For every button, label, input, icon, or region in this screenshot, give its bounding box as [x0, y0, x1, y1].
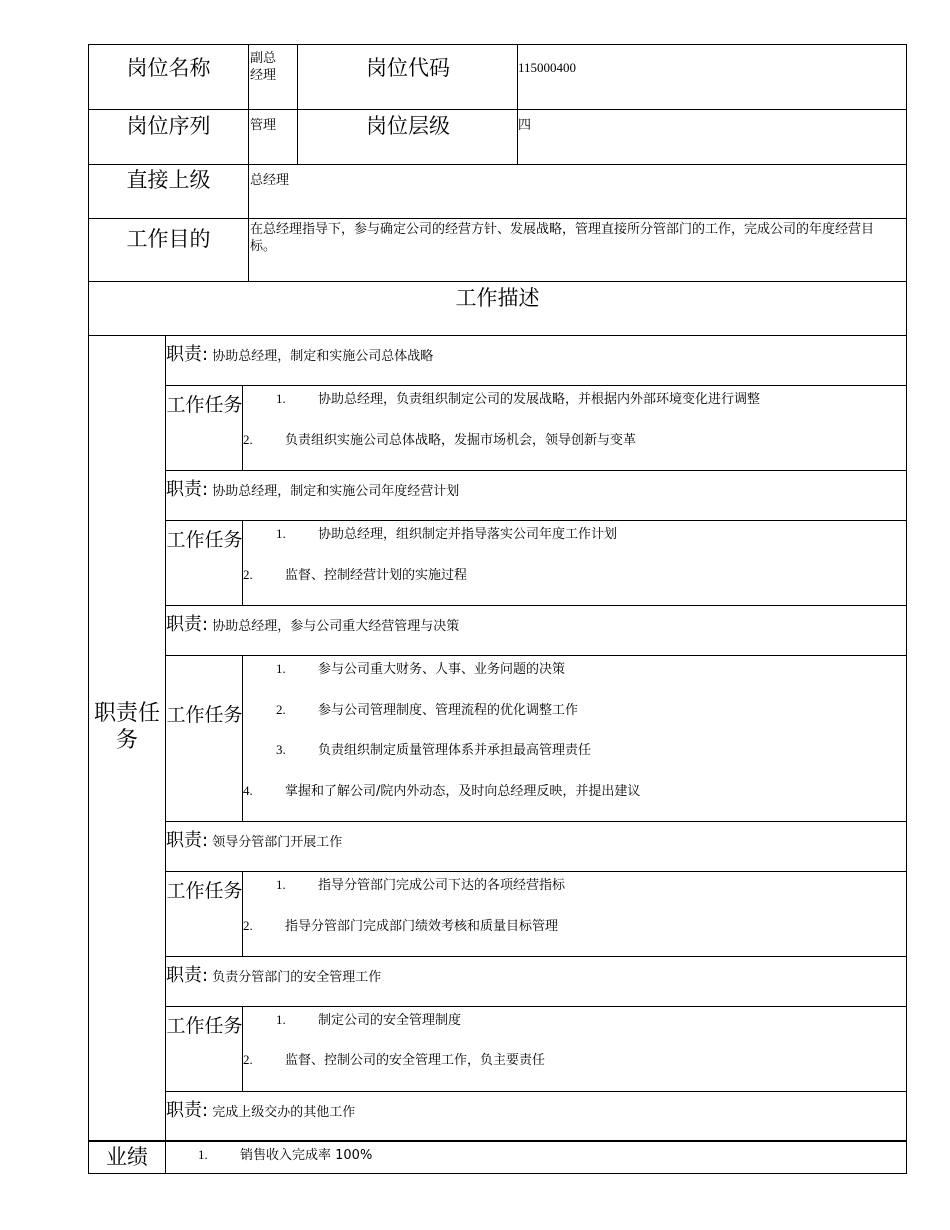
task-item: 1. 指导分管部门完成公司下达的各项经营指标 — [276, 877, 566, 893]
task-label: 工作任务 — [166, 880, 243, 902]
position-name-value: 副总经理 — [250, 51, 277, 83]
performance-label: 业绩 — [106, 1145, 148, 1169]
duty-text: 完成上级交办的其他工作 — [212, 1105, 356, 1120]
purpose-value: 在总经理指导下，参与确定公司的经营方针、发展战略，管理直接所分管部门的工作，完成公司的年度经营目标。 — [250, 222, 875, 254]
duty-prefix: 职责 — [166, 344, 202, 365]
task-item: 2. 负责组织实施公司总体战略，发掘市场机会，领导创新与变革 — [243, 432, 637, 448]
task-item: 1. 参与公司重大财务、人事、业务问题的决策 — [276, 661, 566, 677]
performance-item: 1. 销售收入完成率 100% — [198, 1147, 373, 1163]
position-code-value: 115000400 — [518, 60, 577, 75]
duty-text: 负责分管部门的安全管理工作 — [212, 970, 382, 985]
duty-text: 协助总经理，制定和实施公司年度经营计划 — [212, 484, 460, 499]
task-label: 工作任务 — [166, 1015, 243, 1037]
task-item: 2. 指导分管部门完成部门绩效考核和质量目标管理 — [243, 918, 559, 934]
duty-item: 职责: 负责分管部门的安全管理工作 — [166, 965, 382, 986]
position-level-value: 四 — [518, 118, 532, 133]
duty-text: 协助总经理，制定和实施公司总体战略 — [212, 349, 434, 364]
duty-item: 职责: 协助总经理，制定和实施公司总体战略 — [166, 344, 434, 365]
task-item: 3. 负责组织制定质量管理体系并承担最高管理责任 — [276, 742, 592, 758]
duty-item: 职责: 完成上级交办的其他工作 — [166, 1100, 356, 1121]
task-item: 2. 监督、控制公司的安全管理工作，负主要责任 — [243, 1052, 546, 1068]
position-seq-value: 管理 — [250, 118, 277, 133]
task-label: 工作任务 — [166, 529, 243, 551]
task-item: 2. 监督、控制经营计划的实施过程 — [243, 567, 468, 583]
job-description-table — [88, 44, 907, 1174]
description-title: 工作描述 — [455, 286, 540, 310]
task-item: 4. 掌握和了解公司/院内外动态，及时向总经理反映，并提出建议 — [243, 783, 641, 799]
task-item: 1. 协助总经理，组织制定并指导落实公司年度工作计划 — [276, 526, 618, 542]
position-seq-label: 岗位序列 — [126, 114, 211, 138]
position-code-label: 岗位代码 — [366, 56, 450, 80]
duty-item: 职责: 领导分管部门开展工作 — [166, 830, 343, 851]
superior-value: 总经理 — [250, 173, 290, 188]
duty-item: 职责: 协助总经理，制定和实施公司年度经营计划 — [166, 479, 460, 500]
duty-text: 领导分管部门开展工作 — [212, 835, 343, 850]
purpose-label: 工作目的 — [126, 227, 211, 251]
duty-text: 协助总经理，参与公司重大经营管理与决策 — [212, 619, 460, 634]
duty-item: 职责: 协助总经理，参与公司重大经营管理与决策 — [166, 614, 460, 635]
task-item: 1. 协助总经理，负责组织制定公司的发展战略，并根据内外部环境变化进行调整 — [276, 391, 761, 407]
task-label: 工作任务 — [166, 394, 243, 416]
task-item: 1. 制定公司的安全管理制度 — [276, 1012, 462, 1028]
position-name-label: 岗位名称 — [126, 56, 211, 80]
superior-label: 直接上级 — [126, 168, 211, 192]
task-label: 工作任务 — [166, 704, 243, 726]
position-level-label: 岗位层级 — [366, 114, 450, 138]
task-item: 2. 参与公司管理制度、管理流程的优化调整工作 — [276, 702, 579, 718]
duties-label: 职责任务 — [94, 701, 161, 753]
